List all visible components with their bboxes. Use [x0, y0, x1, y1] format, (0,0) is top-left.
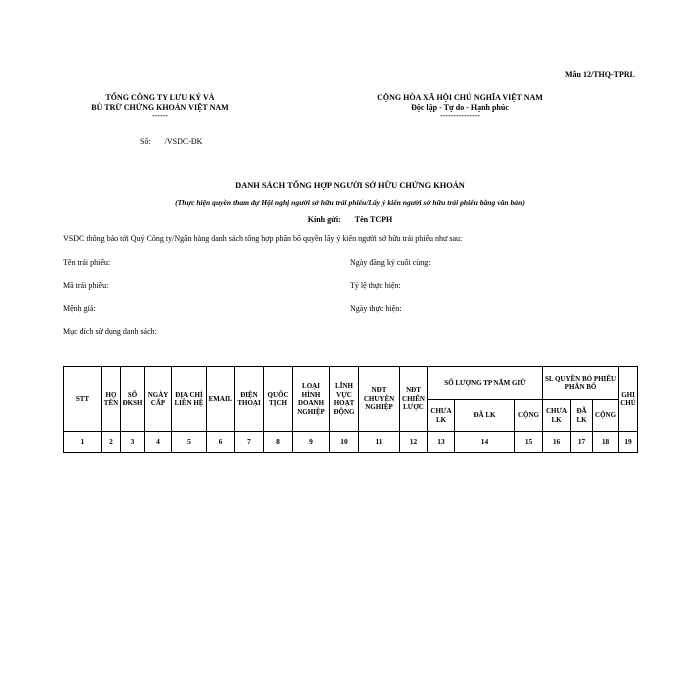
form-code: Mẫu 12/THQ-TPRL — [564, 70, 635, 79]
col-number: 15 — [515, 432, 543, 453]
org-divider: ------ — [152, 111, 168, 120]
header-sl-quyen: SL QUYỀN BỎ PHIẾU PHÂN BỔ — [543, 367, 619, 400]
col-number: 8 — [264, 432, 293, 453]
recipient-line — [0, 215, 700, 224]
field-par-value: Mệnh giá: — [63, 304, 96, 313]
header-ho-ten: HỌ TÊN — [102, 367, 121, 432]
col-number: 19 — [619, 432, 638, 453]
header-ndt-chuyen-nghiep: NĐT CHUYÊN NGHIỆP — [359, 367, 400, 432]
header-stt: STT — [64, 367, 102, 432]
header-q-da-lk: ĐÃ LK — [571, 400, 593, 432]
col-number: 13 — [428, 432, 455, 453]
header-ghi-chu: GHI CHÚ — [619, 367, 638, 432]
col-number: 11 — [359, 432, 400, 453]
header-quoc-tich: QUỐC TỊCH — [264, 367, 293, 432]
col-number: 10 — [330, 432, 359, 453]
org-name-line2: BÙ TRỪ CHỨNG KHOÁN VIỆT NAM — [91, 103, 229, 112]
header-ndt-chien-luoc: NĐT CHIẾN LƯỢC — [400, 367, 428, 432]
col-number: 16 — [543, 432, 571, 453]
organization-header — [60, 93, 260, 119]
col-number: 3 — [121, 432, 145, 453]
national-header — [335, 93, 585, 119]
header-tp-chua-lk: CHƯA LK — [428, 400, 455, 432]
header-loai-hinh: LOẠI HÌNH DOANH NGHIỆP — [293, 367, 330, 432]
document-number — [140, 137, 202, 146]
field-bond-code: Mã trái phiếu: — [63, 281, 109, 290]
nation-name: CỘNG HÒA XÃ HỘI CHỦ NGHĨA VIỆT NAM — [377, 93, 543, 102]
document-subtitle: (Thực hiện quyền tham dự Hội nghị người sở hữu trái phiếu/Lấy ý kiến người sở hữu trái phiếu bằng văn bản) — [175, 198, 525, 207]
column-number-row — [64, 432, 638, 453]
doc-number-value: /VSDC-ĐK — [164, 137, 203, 146]
header-dia-chi: ĐỊA CHỈ LIÊN HỆ — [172, 367, 207, 432]
field-exec-date: Ngày thực hiện: — [350, 304, 402, 313]
field-bond-name: Tên trái phiếu: — [63, 258, 111, 267]
recipient-label: Kính gửi: — [307, 215, 341, 224]
header-so-dksh: SỐ ĐKSH — [121, 367, 145, 432]
col-number: 9 — [293, 432, 330, 453]
header-linh-vuc: LĨNH VỰC HOẠT ĐỘNG — [330, 367, 359, 432]
header-q-chua-lk: CHƯA LK — [543, 400, 571, 432]
document-title: DANH SÁCH TỔNG HỢP NGƯỜI SỞ HỮU CHỨNG KHOÁN — [235, 181, 465, 190]
header-ngay-cap: NGÀY CẤP — [145, 367, 172, 432]
header-q-cong: CỘNG — [593, 400, 619, 432]
nation-divider: --------------- — [440, 111, 480, 120]
header-email: EMAIL — [207, 367, 235, 432]
field-purpose: Mục đích sử dụng danh sách: — [63, 327, 157, 336]
col-number: 5 — [172, 432, 207, 453]
col-number: 2 — [102, 432, 121, 453]
nation-motto: Độc lập - Tự do - Hạnh phúc — [411, 103, 509, 112]
header-tp-cong: CỘNG — [515, 400, 543, 432]
col-number: 17 — [571, 432, 593, 453]
header-row-1 — [64, 367, 638, 400]
col-number: 12 — [400, 432, 428, 453]
col-number: 4 — [145, 432, 172, 453]
field-record-date: Ngày đăng ký cuối cùng: — [350, 258, 431, 267]
field-ratio: Tỷ lệ thực hiện: — [350, 281, 401, 290]
col-number: 14 — [455, 432, 515, 453]
holders-table — [63, 366, 638, 453]
org-name-line1: TỔNG CÔNG TY LƯU KÝ VÀ — [105, 93, 215, 102]
col-number: 7 — [235, 432, 264, 453]
header-dien-thoai: ĐIỆN THOẠI — [235, 367, 264, 432]
col-number: 18 — [593, 432, 619, 453]
doc-number-label: Số: — [140, 137, 151, 146]
intro-text: VSDC thông báo tới Quý Công ty/Ngân hàng danh sách tổng hợp phân bổ quyền lấy ý kiến người sở hữu trái phiếu như sau: — [63, 234, 463, 243]
col-number: 6 — [207, 432, 235, 453]
header-so-luong-tp: SỐ LƯỢNG TP NẮM GIỮ — [428, 367, 543, 400]
recipient-value: Tên TCPH — [354, 215, 393, 224]
header-tp-da-lk: ĐÃ LK — [455, 400, 515, 432]
col-number: 1 — [64, 432, 102, 453]
